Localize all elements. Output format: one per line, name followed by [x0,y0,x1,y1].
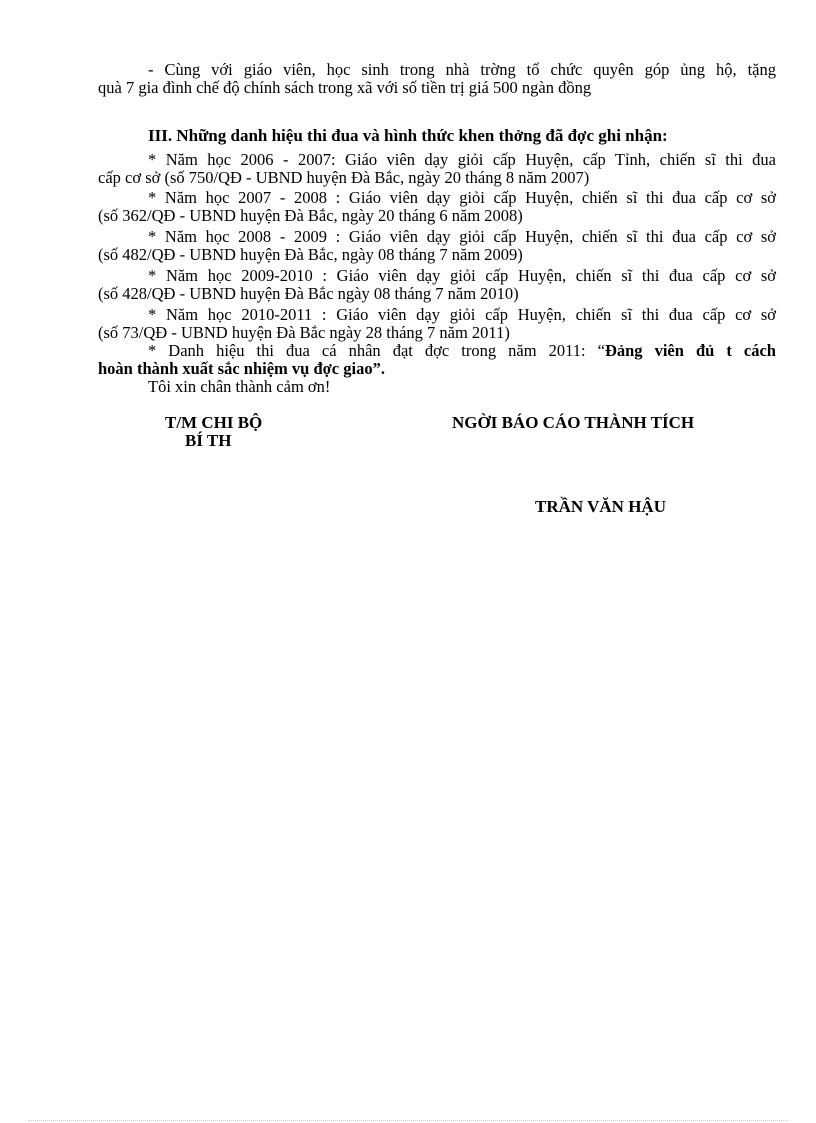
thanks-line: Tôi xin chân thành cảm ơn! [148,377,331,396]
award-2008-line-2: (số 482/QĐ - UBND huyện Đà Bắc, ngày 08 tháng 7 năm 2009) [98,245,523,264]
intro-line-2: quà 7 gia đình chế độ chính sách trong xã với số tiền trị giá 500 ngàn đồng [98,78,592,97]
page-bottom-divider [28,1120,788,1121]
award-2007-line-2: (số 362/QĐ - UBND huyện Đà Bắc, ngày 20 tháng 6 năm 2008) [98,206,523,225]
title-bold-1: Đảng viên đủ t cách [604,341,776,360]
signer-name: TRẦN VĂN HẬU [535,497,666,516]
award-2007-line-1: * Năm học 2007 - 2008 : Giáo viên dạy giỏi cấp Huyện, chiến sĩ thi đua cấp cơ sở [148,188,776,207]
award-2006-line-1: * Năm học 2006 - 2007: Giáo viên dạy giỏi cấp Huyện, cấp Tỉnh, chiến sĩ thi đua [148,150,776,169]
title-line-1 [148,342,776,360]
award-2008-line-1: * Năm học 2008 - 2009 : Giáo viên dạy giỏi cấp Huyện, chiến sĩ thi đua cấp cơ sở [148,227,776,246]
title-suffix: ”. [372,359,385,378]
award-2006-line-2: cấp cơ sở (số 750/QĐ - UBND huyện Đà Bắc, ngày 20 tháng 8 năm 2007) [98,168,590,187]
title-line-2 [98,360,776,378]
right-signature-title: NGỜI BÁO CÁO THÀNH TÍCH [452,413,695,432]
award-2009-line-1: * Năm học 2009-2010 : Giáo viên dạy giỏi cấp Huyện, chiến sĩ thi đua cấp cơ sở [148,266,776,285]
intro-line-1: - Cùng với giáo viên, học sinh trong nhà trờng tổ chức quyên góp ủng hộ, tặng [148,60,776,79]
title-prefix: * Danh hiệu thi đua cá nhân đạt đợc trong năm 2011: “ [148,341,605,360]
left-signature-title: T/M CHI BỘ [165,413,263,432]
award-2009-line-2: (số 428/QĐ - UBND huyện Đà Bắc ngày 08 tháng 7 năm 2010) [98,284,519,303]
left-signature-role: BÍ TH [185,431,232,450]
title-bold-2: hoàn thành xuất sắc nhiệm vụ đợc giao [98,359,373,378]
award-2010-line-1: * Năm học 2010-2011 : Giáo viên dạy giỏi cấp Huyện, chiến sĩ thi đua cấp cơ sở [148,305,776,324]
award-2010-line-2: (số 73/QĐ - UBND huyện Đà Bắc ngày 28 tháng 7 năm 2011) [98,323,510,342]
section-heading: III. Những danh hiệu thi đua và hình thức khen thởng đã đợc ghi nhận: [148,126,668,145]
